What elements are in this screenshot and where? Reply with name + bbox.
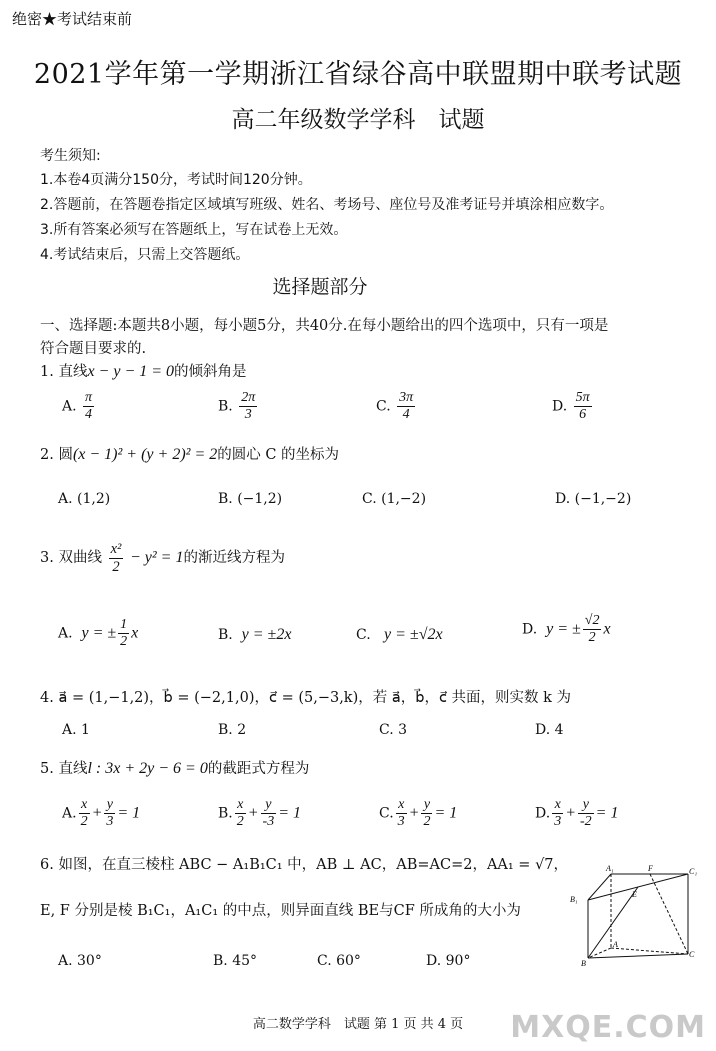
figure-label-b1: B₁	[570, 895, 578, 904]
q3-option-a: A. y = ± $\frac{1}{2}$ x	[58, 617, 139, 650]
figure-label-f: F	[648, 864, 653, 873]
q1-option-b: B. $\frac{2\pi}{3}$	[218, 390, 256, 423]
figure-label-a1: A₁	[606, 864, 614, 873]
q2-option-d: D. (−1,−2)	[555, 491, 632, 507]
question-6-line1: 6. 如图，在直三棱柱 ABC − A₁B₁C₁ 中，AB ⊥ AC，AB=AC=2，AA₁ = √7，	[40, 857, 569, 873]
notice-item-4: 4.考试结束后，只需上交答题纸。	[40, 247, 250, 263]
q6-option-c: C. 60°	[317, 953, 361, 969]
prism-figure	[566, 862, 702, 972]
question-4-stem: 4. a⃗ = (1,−1,2)，b⃗ = (−2,1,0)，c⃗ = (5,−3,k)，若 a⃗，b⃗，c⃗ 共面，则实数 k 为	[40, 690, 572, 706]
q6-option-d: D. 90°	[426, 953, 471, 969]
confidential-label: 绝密★考试结束前	[12, 10, 133, 28]
question-1-stem: 1. 直线x − y − 1 = 0的倾斜角是	[40, 363, 247, 380]
figure-label-c1: C₁	[689, 867, 698, 876]
figure-label-c: C	[689, 950, 695, 959]
exam-subtitle: 高二年级数学学科 试题	[231, 107, 485, 133]
watermark: MXQE.COM	[510, 1010, 706, 1045]
q5-option-d: D. $\frac{x}{3}$ + $\frac{y}{-2}$ = 1	[535, 797, 619, 830]
section-intro-line1: 一、选择题:本题共8小题，每小题5分，共40分.在每小题给出的四个选项中，只有一项是	[40, 318, 609, 334]
q3-option-c: C. y = ±√2x	[356, 626, 443, 643]
q6-option-b: B. 45°	[213, 953, 258, 969]
notice-item-1: 1.本卷4页满分150分，考试时间120分钟。	[40, 172, 312, 188]
q5-option-c: C. $\frac{x}{3}$ + $\frac{y}{2}$ = 1	[379, 797, 458, 830]
notice-item-3: 3.所有答案必须写在答题纸上，写在试卷上无效。	[40, 222, 348, 238]
question-2-stem: 2. 圆(x − 1)² + (y + 2)² = 2的圆心 C 的坐标为	[40, 446, 340, 463]
section-title: 选择题部分	[272, 276, 368, 298]
q1-option-a: A. $\frac{\pi}{4}$	[62, 390, 93, 423]
notice-item-2: 2.答题前，在答题卷指定区域填写班级、姓名、考场号、座位号及准考证号并填涂相应数字。	[40, 197, 614, 213]
page-footer: 高二数学学科 试题 第 1 页 共 4 页	[252, 1017, 464, 1032]
q5-option-b: B. $\frac{x}{2}$ + $\frac{y}{-3}$ = 1	[218, 797, 302, 830]
q5-option-a: A. $\frac{x}{2}$ + $\frac{y}{3}$ = 1	[62, 797, 141, 830]
q4-option-d: D. 4	[535, 722, 564, 738]
section-intro-line2: 符合题目要求的.	[40, 341, 147, 357]
figure-label-a: A	[613, 940, 618, 949]
q1-option-d: D. $\frac{5\pi}{6}$	[552, 390, 590, 423]
q2-option-b: B. (−1,2)	[218, 491, 283, 507]
q4-option-b: B. 2	[218, 722, 247, 738]
q2-option-c: C. (1,−2)	[362, 491, 427, 507]
q2-option-a: A. (1,2)	[58, 491, 111, 507]
figure-label-e: E	[632, 890, 637, 899]
q3-option-b: B. y = ±2x	[218, 626, 292, 643]
figure-label-b: B	[581, 959, 586, 968]
notice-heading: 考生须知:	[40, 148, 101, 164]
question-5-stem: 5. 直线l : 3x + 2y − 6 = 0的截距式方程为	[40, 760, 310, 777]
q1-option-c: C. $\frac{3\pi}{4}$	[376, 390, 414, 423]
q6-option-a: A. 30°	[58, 953, 102, 969]
question-3-stem: 3. 双曲线 $\frac{\text{x²}}{2}$ − y² = 1的渐近线方程为	[40, 541, 285, 575]
q4-option-c: C. 3	[379, 722, 408, 738]
exam-title: 2021学年第一学期浙江省绿谷高中联盟期中联考试题	[33, 59, 683, 90]
question-6-line2: E, F 分别是棱 B₁C₁，A₁C₁ 的中点，则异面直线 BE与CF 所成角的大小为	[40, 903, 521, 919]
q3-option-d: D. y = ± $\frac{√2}{2}$ x	[522, 613, 611, 646]
q4-option-a: A. 1	[62, 722, 90, 738]
